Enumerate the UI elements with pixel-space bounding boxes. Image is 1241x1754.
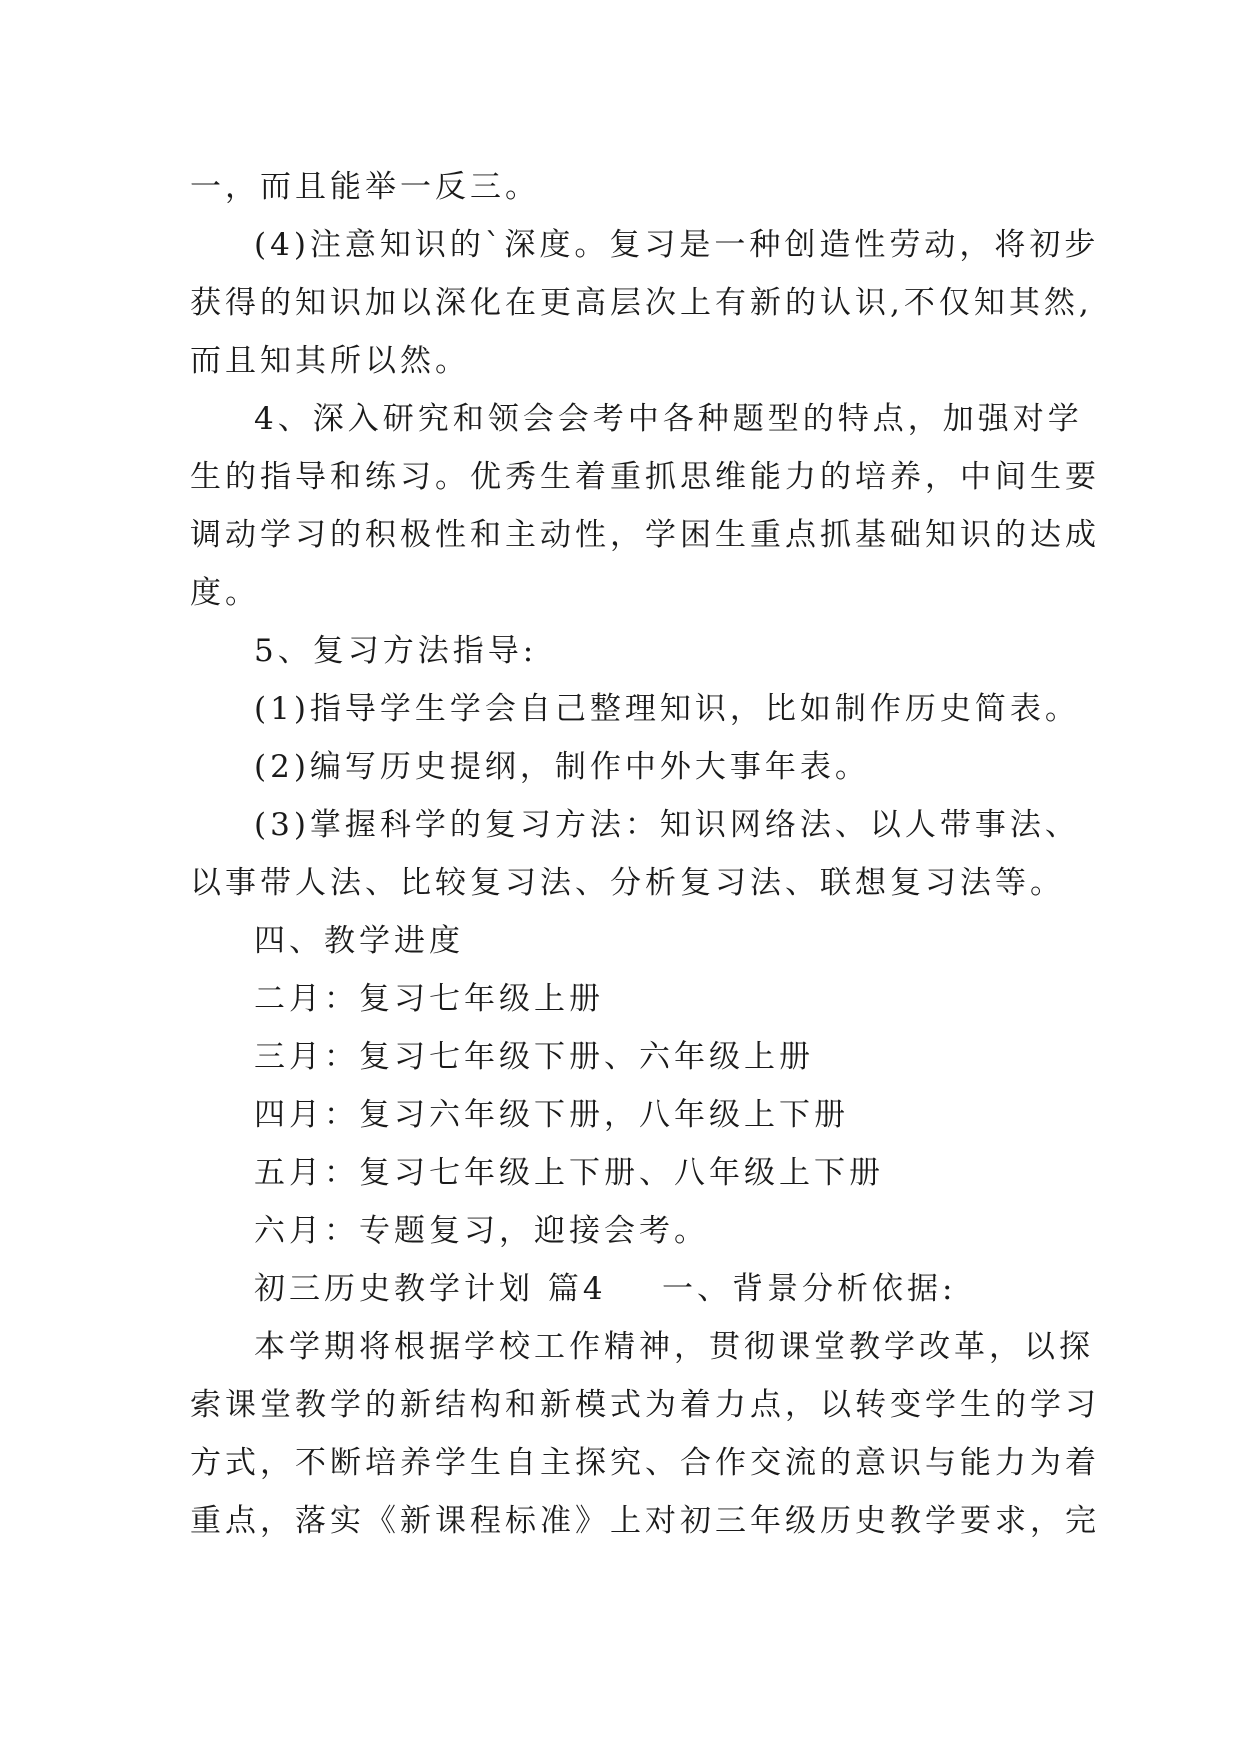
text-line: 5、复习方法指导:	[254, 633, 538, 669]
schedule-item: 五月：复习七年级上下册、八年级上下册	[254, 1155, 884, 1191]
text-line: 而且知其所以然。	[190, 343, 470, 379]
text-line: (3)掌握科学的复习方法：知识网络法、以人带事法、	[254, 807, 1080, 843]
text-line: (1)指导学生学会自己整理知识，比如制作历史简表。	[254, 691, 1080, 727]
text-line: 生的指导和练习。优秀生着重抓思维能力的培养，中间生要	[190, 459, 1100, 495]
section-title: 初三历史教学计划 篇4 一、背景分析依据:	[254, 1271, 957, 1307]
text-line: 度。	[190, 575, 260, 611]
text-line: 索课堂教学的新结构和新模式为着力点，以转变学生的学习	[190, 1387, 1100, 1423]
schedule-item: 四月：复习六年级下册，八年级上下册	[254, 1097, 849, 1133]
text-line: 重点，落实《新课程标准》上对初三年级历史教学要求，完	[190, 1503, 1100, 1539]
text-line: 方式，不断培养学生自主探究、合作交流的意识与能力为着	[190, 1445, 1100, 1481]
text-line: 调动学习的积极性和主动性，学困生重点抓基础知识的达成	[190, 517, 1100, 553]
text-line: 以事带人法、比较复习法、分析复习法、联想复习法等。	[190, 865, 1065, 901]
document-body	[190, 158, 1100, 1550]
schedule-item: 三月：复习七年级下册、六年级上册	[254, 1039, 814, 1075]
text-line: 一，而且能举一反三。	[190, 169, 540, 205]
text-line: 4、深入研究和领会会考中各种题型的特点，加强对学	[254, 401, 1083, 437]
section-heading: 四、教学进度	[254, 923, 464, 959]
text-line: (4)注意知识的`深度。复习是一种创造性劳动，将初步	[254, 227, 1100, 263]
text-line: 本学期将根据学校工作精神，贯彻课堂教学改革，以探	[254, 1329, 1094, 1365]
text-line: (2)编写历史提纲，制作中外大事年表。	[254, 749, 870, 785]
text-line: 获得的知识加以深化在更高层次上有新的认识,不仅知其然,	[190, 285, 1093, 321]
schedule-item: 二月：复习七年级上册	[254, 981, 604, 1017]
schedule-item: 六月：专题复习，迎接会考。	[254, 1213, 709, 1249]
